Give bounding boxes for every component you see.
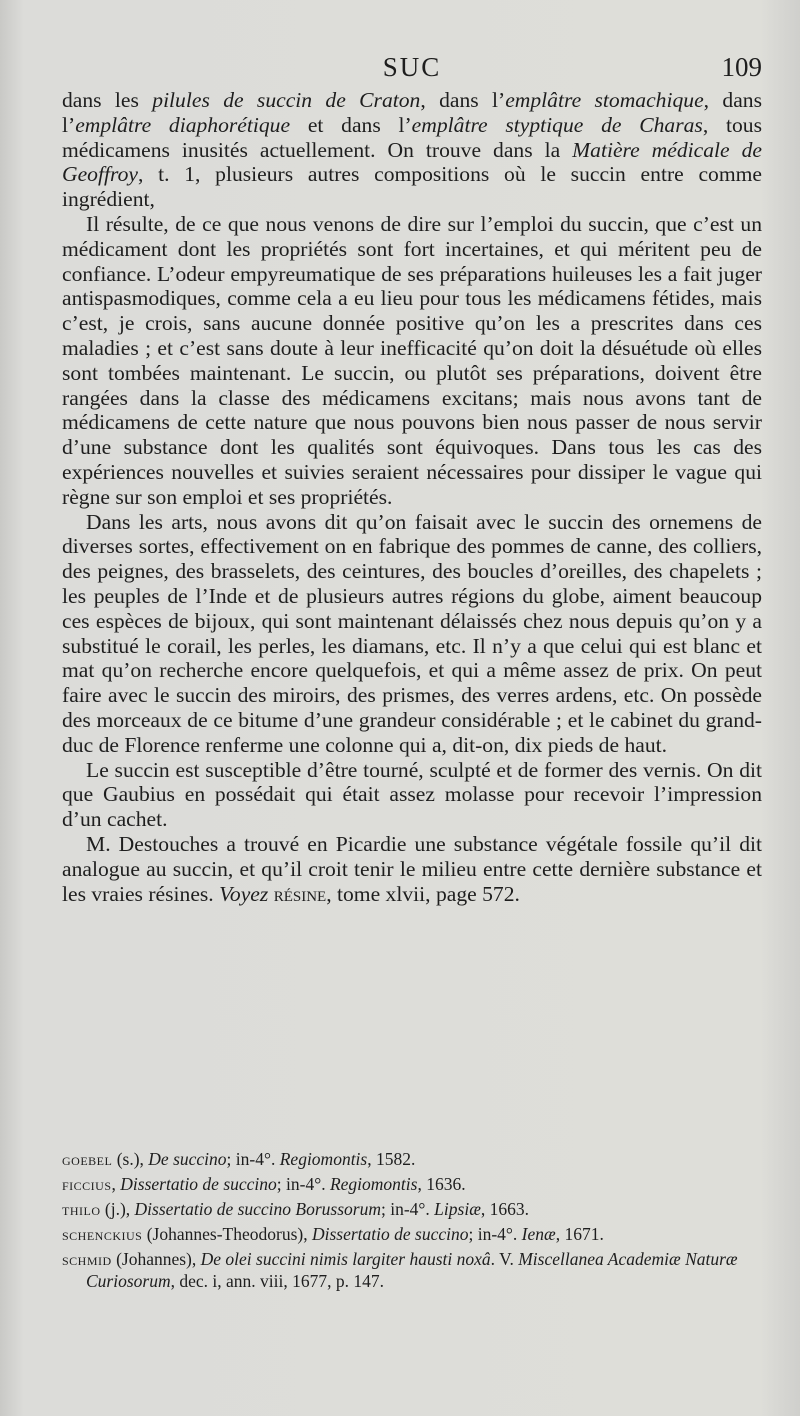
text-run: , dans l’ xyxy=(420,88,506,112)
ref-title: De succino xyxy=(148,1149,227,1169)
text-run: et dans l’ xyxy=(290,112,412,137)
ref-text: , 1582. xyxy=(367,1149,416,1169)
text-run: , tous médicamens inusités actuellement. On trouve dans la xyxy=(62,112,762,162)
ref-text: , 1663. xyxy=(480,1199,529,1219)
ref-text: ; in-4°. xyxy=(276,1174,330,1194)
reference-item xyxy=(62,1198,762,1220)
paragraph-4: Le succin est susceptible d’être tourné, sculpté et de former des vernis. On dit que Gaubius en possédait qui était assez molasse pour recevoir l’impression d’un cachet. xyxy=(62,757,762,832)
paragraph-5 xyxy=(62,832,762,906)
ref-text: , 1671. xyxy=(555,1224,604,1244)
ref-title: Dissertatio de succino xyxy=(120,1174,277,1194)
ref-text: . V. xyxy=(490,1249,519,1269)
text-run: , tome xlvii, page 572. xyxy=(326,881,520,906)
ref-title: De olei succini nimis largiter hausti noxâ xyxy=(200,1249,491,1269)
paragraph-3: Dans les arts, nous avons dit qu’on faisait avec le succin des ornemens de diverses sortes, effectivement on en fabrique des pommes de canne, des colliers, des peignes, des brasselets, des ceintures, des boucles d’oreilles, des chapelets ; les peuples de l’Inde et de plusieurs autres régions du globe, aiment beaucoup ces espèces de bijoux, qui sont maintenant délaissés chez nous depuis qu’on y a substitué le corail, les perles, les diamans, etc. Il n’y a que celui qui est blanc et mat qu’on recherche encore quelquefois, et qui a même assez de prix. On peut faire avec le succin des miroirs, des prismes, des verres ardens, etc. On possède des morceaux de ce bitume d’une grandeur considérable ; et le cabinet du grand-duc de Florence renferme une colonne qui a, dit-on, dix pieds de haut. xyxy=(62,509,762,757)
bibliography xyxy=(62,1148,762,1295)
small-caps-run: résine xyxy=(273,881,327,906)
ref-text: , dec. i, ann. viii, 1677, p. 147. xyxy=(170,1271,384,1291)
ref-text: (Johannes-Theodorus), xyxy=(142,1224,312,1244)
ref-title: Dissertatio de succino Borussorum xyxy=(134,1199,381,1219)
ref-text: (s.), xyxy=(112,1149,149,1169)
ref-text: ; in-4°. xyxy=(226,1149,280,1169)
reference-item xyxy=(62,1248,762,1292)
ref-place: Ienæ xyxy=(521,1224,556,1244)
ref-place: Regiomontis xyxy=(279,1149,368,1169)
ref-author: thilo xyxy=(62,1199,101,1219)
ref-text: (j.), xyxy=(100,1199,135,1219)
main-text xyxy=(62,88,762,906)
reference-item xyxy=(62,1148,762,1170)
reference-item xyxy=(62,1173,762,1195)
running-title: SUC xyxy=(382,52,442,82)
reference-item xyxy=(62,1223,762,1245)
ref-text: ; in-4°. xyxy=(380,1199,435,1219)
italic-run: emplâtre styptique de Charas xyxy=(411,112,703,137)
ref-text: (Johannes), xyxy=(111,1249,201,1269)
page-number: 109 xyxy=(721,52,762,82)
text-run: , t. 1, plusieurs autres compositions où le succin entre comme ingrédient, xyxy=(62,162,762,212)
ref-place: Lipsiæ xyxy=(434,1199,481,1219)
paragraph-1 xyxy=(62,88,762,212)
italic-run: emplâtre diaphorétique xyxy=(75,112,291,137)
text-run: , dans l’ xyxy=(62,88,762,137)
ref-text: ; in-4°. xyxy=(468,1224,522,1244)
ref-author: schmid xyxy=(62,1249,112,1269)
running-header xyxy=(62,52,762,88)
ref-place: Miscellanea Academiæ Naturæ Curiosorum xyxy=(86,1249,738,1291)
ref-author: schenckius xyxy=(62,1224,143,1244)
ref-text: , 1636. xyxy=(417,1174,466,1194)
ref-text: , xyxy=(111,1174,121,1194)
text-run: M. Destouches a trouvé en Picardie une substance végétale fossile qu’il dit analogue au succin, et qu’il croit tenir le milieu entre cette dernière substance et les vraies résines. xyxy=(62,831,762,906)
text-run: dans les xyxy=(62,88,153,112)
italic-run: pilules de succin de Craton xyxy=(152,88,421,112)
ref-author: goebel xyxy=(62,1149,113,1169)
italic-run: emplâtre stomachique xyxy=(505,88,704,112)
ref-place: Regiomontis xyxy=(329,1174,418,1194)
italic-run: Matière médicale de Geoffroy xyxy=(62,137,762,187)
italic-run: Voyez xyxy=(219,881,269,906)
paragraph-2: Il résulte, de ce que nous venons de dire sur l’emploi du succin, que c’est un médicament dont les propriétés sont fort incertaines, et qui méritent peu de confiance. L’odeur empyreumatique de ses préparations huileuses les a fait juger antispasmodiques, comme cela a eu lieu pour tous les médicamens fétides, mais c’est, je crois, sans aucune donnée positive qu’on les a prescrites dans ces maladies ; et c’est sans doute à leur inefficacité qu’on doit la désuétude où elles sont tombées maintenant. Le succin, ou plutôt ses préparations, doivent être rangées dans la classe des médicamens excitans; mais nous avons tant de médicamens de cette nature que nous pouvons bien nous passer de nous servir d’une substance dont les qualités sont équivoques. Dans tous les cas des expériences nouvelles et suivies seraient nécessaires pour dissiper le vague qui règne sur son emploi et ses propriétés. xyxy=(62,211,762,509)
ref-author: ficcius xyxy=(62,1174,112,1194)
ref-title: Dissertatio de succino xyxy=(311,1224,469,1244)
